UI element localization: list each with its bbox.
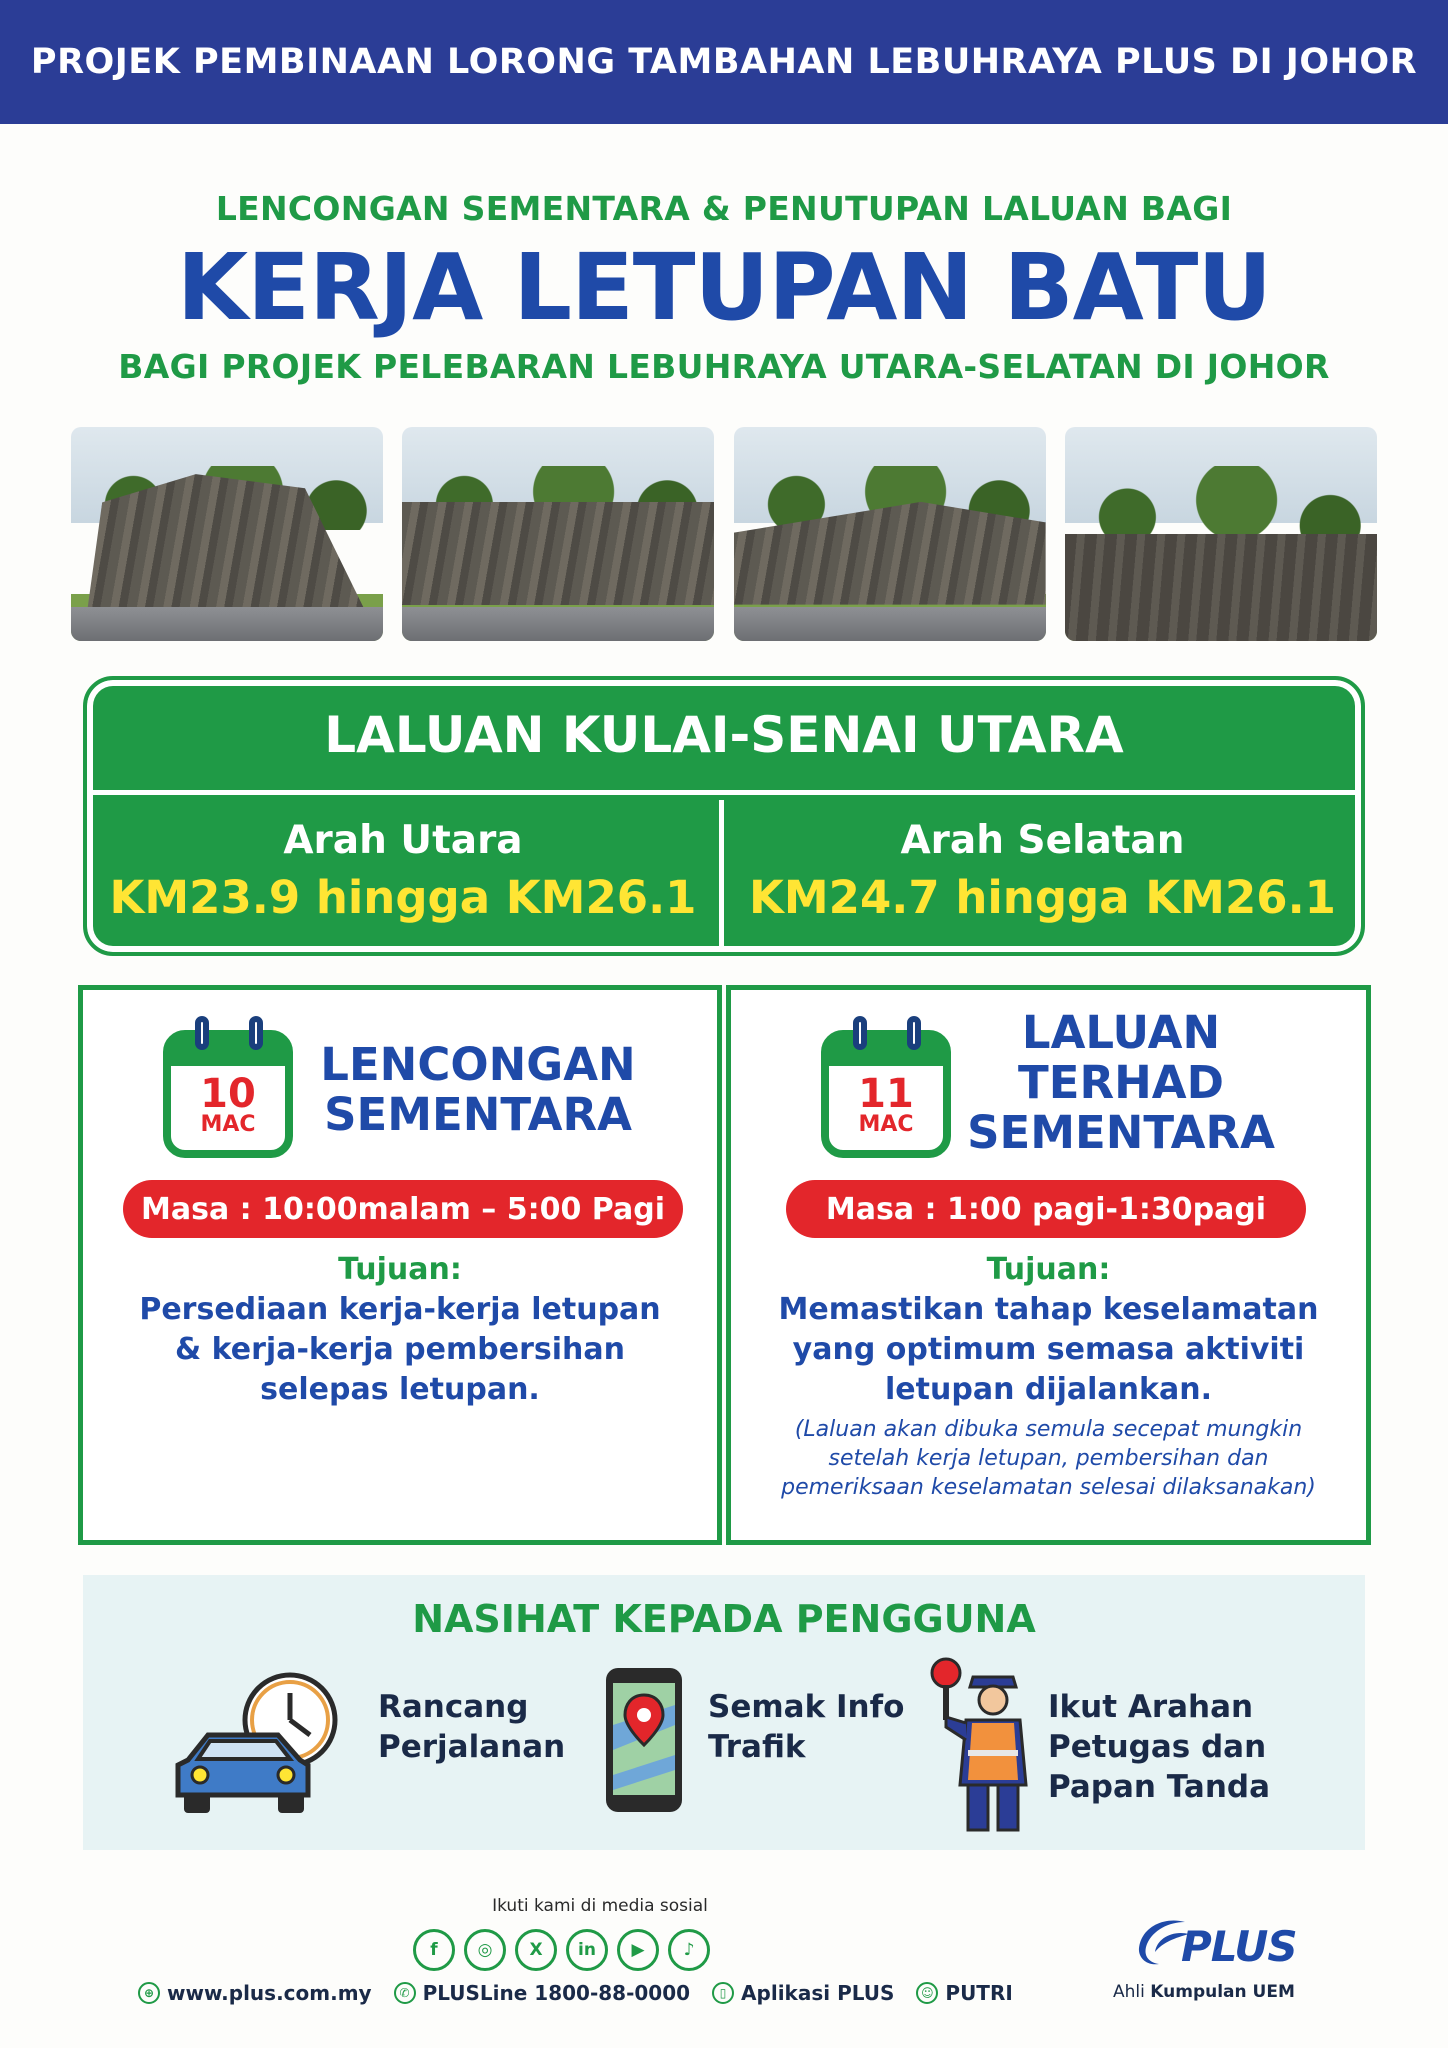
route-title: LALUAN KULAI-SENAI UTARA [87, 680, 1361, 795]
calendar-icon [163, 1030, 293, 1158]
footer-links [138, 1981, 1013, 2005]
route-north-km: KM23.9 hingga KM26.1 [109, 871, 697, 924]
main-title: KERJA LETUPAN BATU [176, 234, 1272, 341]
panel-lencongan [78, 985, 722, 1545]
mobile-icon: ▯ [712, 1982, 734, 2004]
plus-logo [1133, 1912, 1297, 1982]
panel-title-line: SEMENTARA [324, 1088, 632, 1141]
panel-title-line: SEMENTARA [967, 1106, 1275, 1159]
calendar-month: MAC [200, 1112, 256, 1137]
advice-item-plan [378, 1687, 565, 1767]
panel-title-line: LALUAN [1021, 1006, 1221, 1059]
advice-line: Petugas dan [1048, 1729, 1267, 1765]
panel-title [961, 1008, 1281, 1158]
panel-laluan-terhad [726, 985, 1371, 1545]
member-group: Kumpulan UEM [1150, 1982, 1295, 2002]
linkedin-icon[interactable]: in [566, 1929, 608, 1971]
phone-icon: ✆ [394, 1982, 416, 2004]
advice-line: Perjalanan [378, 1729, 566, 1765]
banner-text: PROJEK PEMBINAAN LORONG TAMBAHAN LEBUHRAYA PLUS DI JOHOR [30, 42, 1418, 82]
calendar-month: MAC [858, 1112, 914, 1137]
calendar-day: 10 [200, 1071, 256, 1117]
tiktok-icon[interactable]: ♪ [668, 1929, 710, 1971]
putri-text: PUTRI [945, 1981, 1013, 2005]
advice-line: Ikut Arahan [1048, 1689, 1254, 1725]
time-pill: Masa : 10:00malam – 5:00 Pagi [123, 1180, 683, 1238]
website-text: www.plus.com.my [167, 1981, 372, 2005]
app-text: Aplikasi PLUS [741, 1981, 895, 2005]
panel-title-line: TERHAD [1018, 1056, 1224, 1109]
calendar-icon [821, 1030, 951, 1158]
route-south [724, 800, 1361, 950]
advice-section [83, 1575, 1365, 1850]
advice-line: Trafik [708, 1729, 806, 1765]
x-icon[interactable]: X [515, 1929, 557, 1971]
website-link[interactable] [138, 1981, 372, 2005]
reopen-note: (Laluan akan dibuka semula secepat mungkin setelah kerja letupan, pembersihan dan pemeriksaan keselamatan selesai dilaksanakan) [781, 1417, 1316, 1500]
advice-item-follow [1048, 1687, 1270, 1807]
calendar-day: 11 [858, 1071, 914, 1117]
facebook-icon[interactable]: f [413, 1929, 455, 1971]
logo-text: PLUS [1181, 1922, 1297, 1971]
rock-photo-2 [402, 427, 714, 641]
rock-photo-3 [734, 427, 1046, 641]
advice-line: Papan Tanda [1048, 1769, 1271, 1805]
route-north [87, 800, 724, 950]
advice-line: Rancang [378, 1689, 529, 1725]
social-label: Ikuti kami di media sosial [492, 1896, 708, 1916]
instagram-icon[interactable]: ◎ [464, 1929, 506, 1971]
assistant-icon: ☺ [916, 1982, 938, 2004]
route-south-km: KM24.7 hingga KM26.1 [749, 871, 1336, 924]
app-link[interactable] [712, 1981, 894, 2005]
route-south-label: Arah Selatan [900, 818, 1185, 863]
advice-line: Semak Info [708, 1689, 905, 1725]
advice-item-traffic [708, 1687, 904, 1767]
uem-group-label [1113, 1982, 1313, 2002]
route-north-label: Arah Utara [283, 818, 523, 863]
globe-icon: ⊕ [138, 1982, 160, 2004]
tujuan-text: Memastikan tahap keselamatan yang optimum semasa aktiviti letupan dijalankan. [778, 1292, 1319, 1407]
tujuan-label: Tujuan: [338, 1252, 462, 1287]
route-box [83, 676, 1365, 956]
member-prefix: Ahli [1113, 1982, 1145, 2002]
social-icons [413, 1929, 710, 1971]
tujuan-text: Persediaan kerja-kerja letupan & kerja-kerja pembersihan selepas letupan. [139, 1292, 661, 1407]
time-pill: Masa : 1:00 pagi-1:30pagi [786, 1180, 1306, 1238]
hotline-link[interactable] [394, 1981, 690, 2005]
traffic-officer-icon [928, 1655, 1038, 1835]
rock-photo-1 [71, 427, 383, 641]
hotline-text: PLUSLine 1800-88-0000 [422, 1981, 691, 2005]
tujuan-label: Tujuan: [986, 1252, 1111, 1287]
panel-title-line: LENCONGAN [320, 1038, 636, 1091]
post-title: BAGI PROJEK PELEBARAN LEBUHRAYA UTARA-SELATAN DI JOHOR [118, 347, 1330, 386]
heading-block [0, 180, 1448, 396]
top-banner [0, 0, 1448, 124]
putri-link[interactable] [916, 1981, 1012, 2005]
car-clock-icon [168, 1665, 348, 1825]
photo-strip [71, 427, 1377, 641]
phone-map-icon [603, 1665, 685, 1815]
rock-photo-4 [1065, 427, 1377, 641]
advice-title: NASIHAT KEPADA PENGGUNA [412, 1597, 1036, 1641]
pre-title: LENCONGAN SEMENTARA & PENUTUPAN LALUAN BAGI [215, 189, 1233, 228]
youtube-icon[interactable]: ▶ [617, 1929, 659, 1971]
panel-title [308, 1040, 648, 1140]
